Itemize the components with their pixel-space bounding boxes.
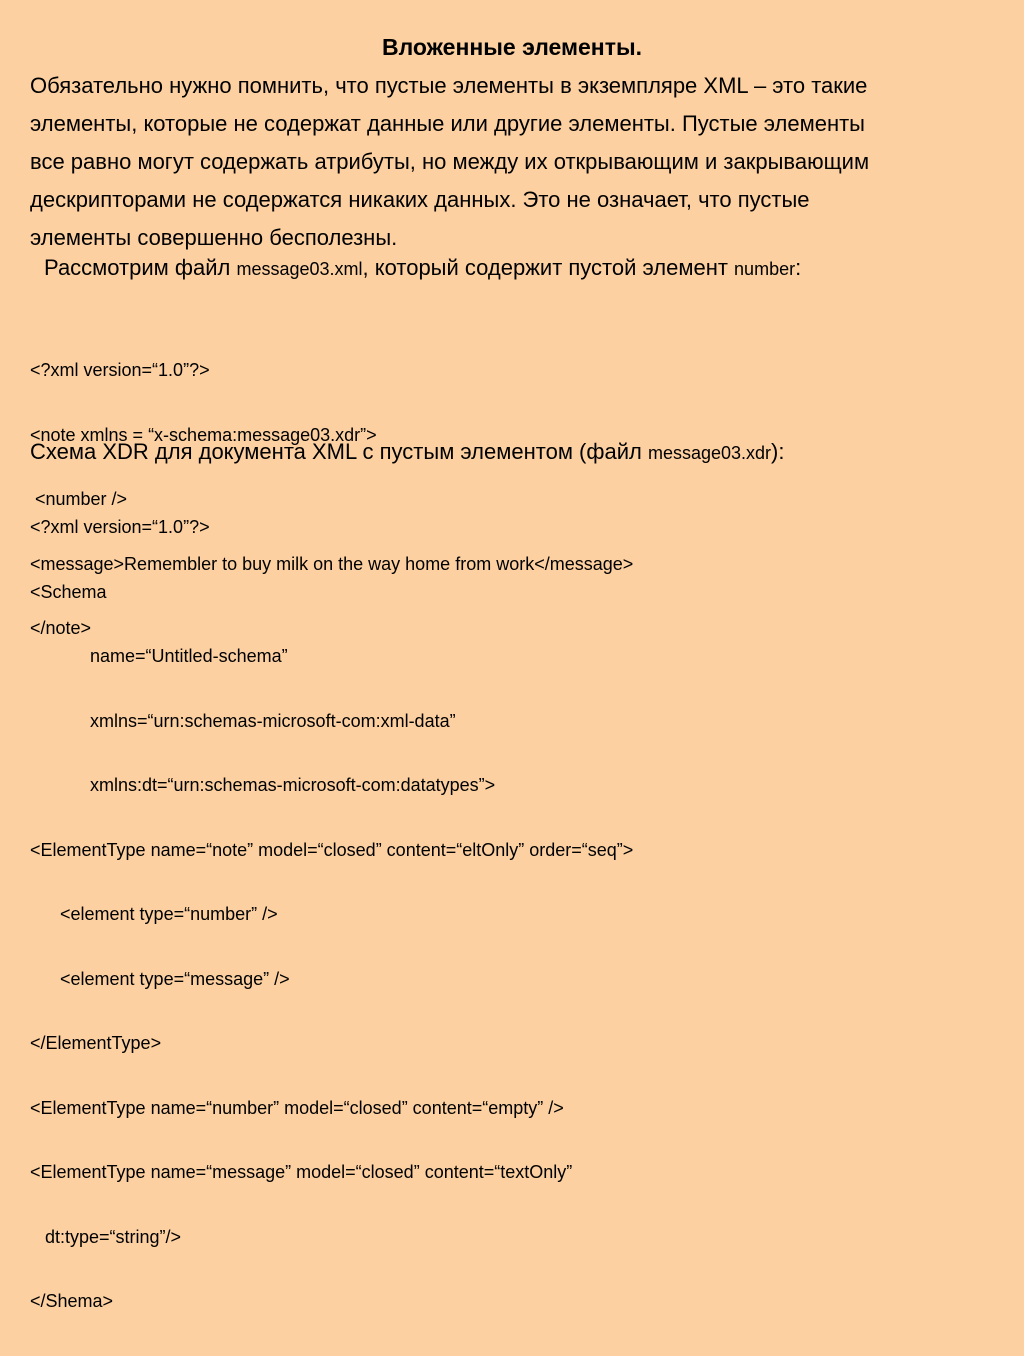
schema-heading	[30, 434, 785, 471]
code-line: <element type=“message” />	[30, 968, 290, 989]
body-paragraph	[30, 67, 1020, 257]
code-line: <?xml version=“1.0”?>	[30, 360, 210, 380]
code-line: </Shema>	[30, 1291, 114, 1311]
code-line: <message>Remembler to buy milk on the way home from work</message>	[30, 553, 634, 574]
code-line: <Schema	[30, 581, 107, 602]
code-line: xmlns:dt=“urn:schemas-microsoft-com:datatypes”>	[30, 775, 496, 795]
schema-heading-suffix: ):	[771, 439, 785, 464]
code-line: </ElementType>	[30, 1033, 162, 1053]
intro-filename: message03.xml	[236, 259, 363, 279]
code-line: dt:type=“string”/>	[30, 1226, 182, 1247]
code-line: <ElementType name=“number” model=“closed” content=“empty” />	[30, 1097, 564, 1118]
code-line: </note>	[30, 618, 92, 638]
xdr-code-block	[30, 474, 633, 1356]
paragraph-line: элементы совершенно бесполезны.	[30, 225, 398, 250]
code-line: <element type=“number” />	[30, 904, 278, 924]
code-line: <ElementType name=“message” model=“closed” content=“textOnly”	[30, 1162, 573, 1182]
schema-heading-prefix: Схема XDR для документа XML с пустым элементом (файл	[30, 439, 648, 464]
paragraph-line: Обязательно нужно помнить, что пустые элементы в экземпляре XML – это такие	[30, 73, 868, 98]
schema-heading-filename: message03.xdr	[647, 443, 772, 463]
code-line: name=“Untitled-schema”	[30, 646, 288, 666]
code-line: <?xml version=“1.0”?>	[30, 517, 210, 537]
intro-suffix: :	[795, 255, 802, 280]
intro-prefix: Рассмотрим файл	[44, 255, 237, 280]
paragraph-line: элементы, которые не содержат данные или другие элементы. Пустые элементы	[30, 111, 865, 136]
paragraph-line: дескрипторами не содержатся никаких данных. Это не означает, что пустые	[30, 187, 810, 212]
paragraph-line: все равно могут содержать атрибуты, но между их открывающим и закрывающим	[30, 149, 870, 174]
code-line: <note xmlns = “x-schema:message03.xdr”>	[30, 424, 377, 445]
intro-sentence	[44, 250, 801, 287]
intro-element-name: number	[734, 259, 796, 279]
intro-middle: , который содержит пустой элемент	[362, 255, 735, 280]
slide-title: Вложенные элементы.	[382, 34, 642, 60]
code-line: <ElementType name=“note” model=“closed” content=“eltOnly” order=“seq”>	[30, 839, 634, 860]
code-line: <number />	[30, 489, 128, 509]
code-line: xmlns=“urn:schemas-microsoft-com:xml-data”	[30, 710, 456, 731]
